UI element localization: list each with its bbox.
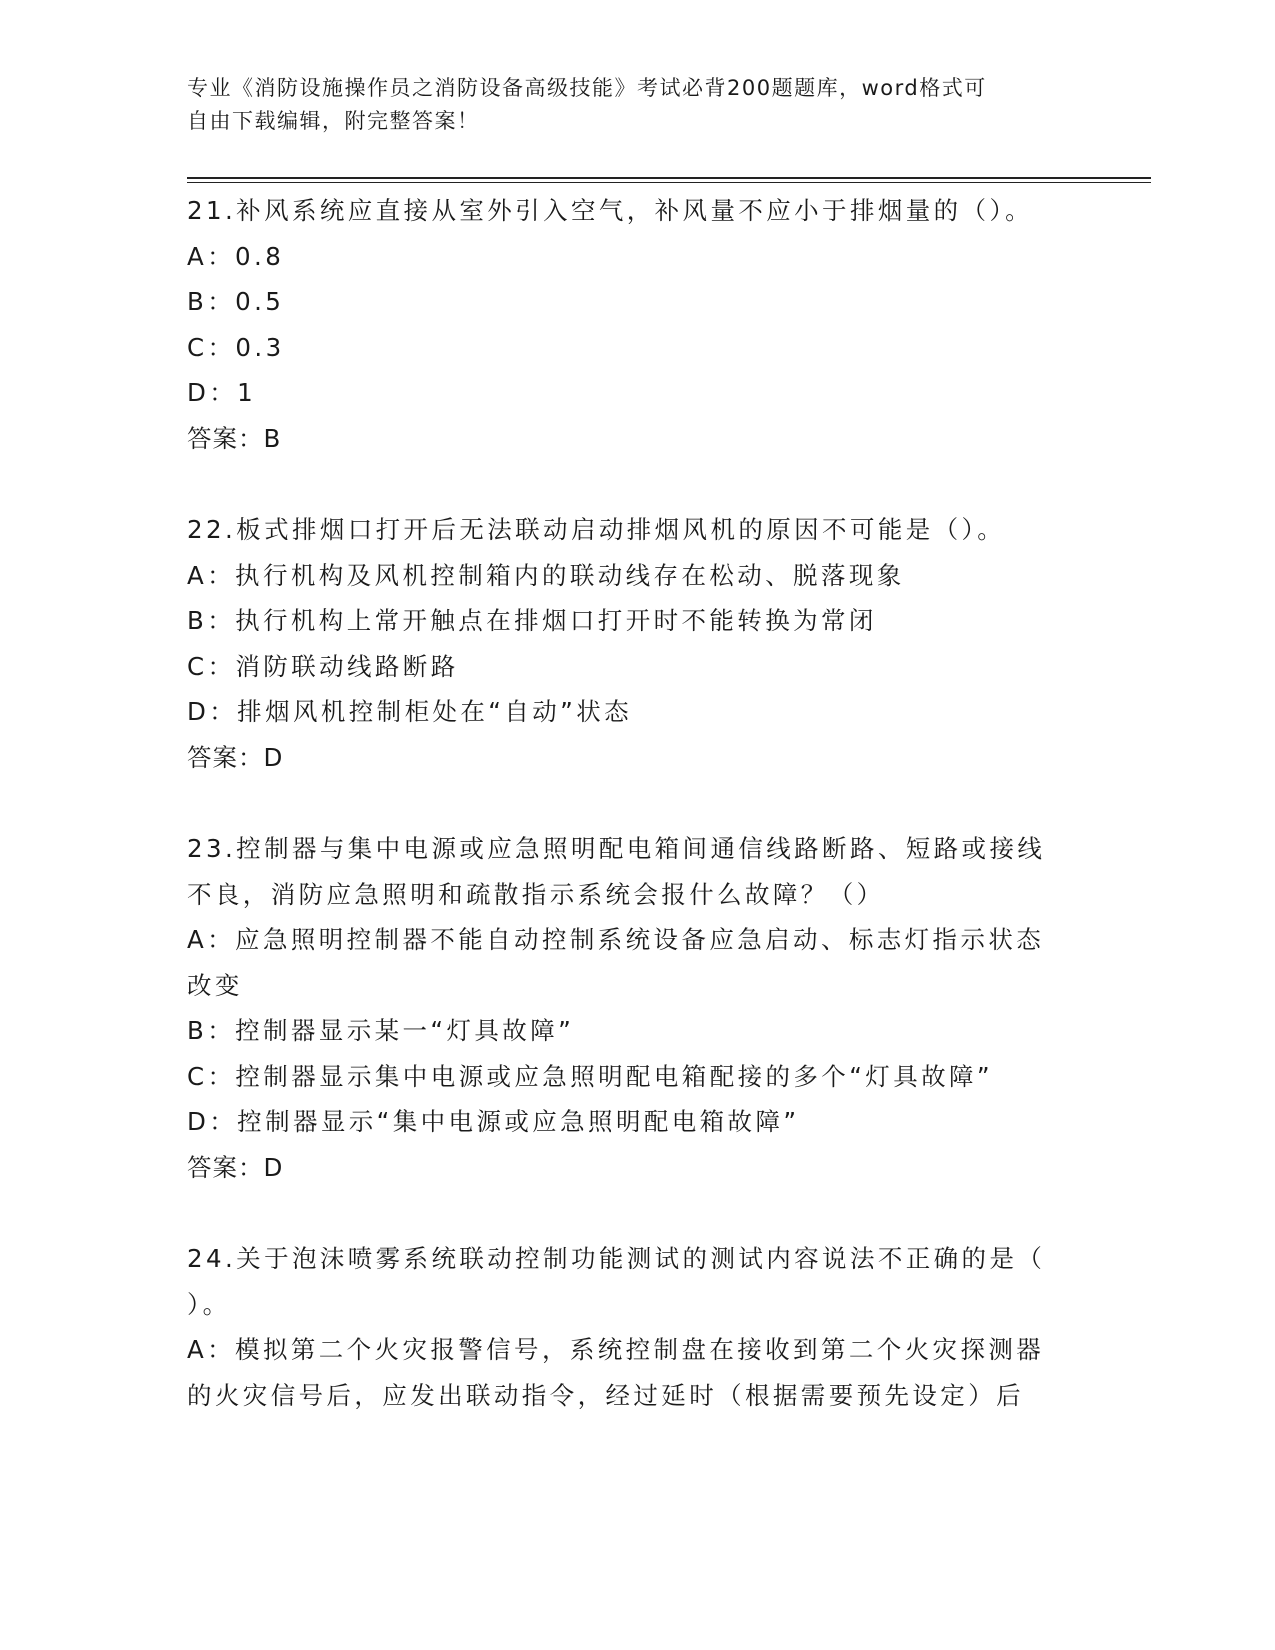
header-rule-thin [187, 182, 1151, 183]
option: C：控制器显示集中电源或应急照明配电箱配接的多个“灯具故障” [187, 1061, 993, 1091]
question-stem: 24.关于泡沫喷雾系统联动控制功能测试的测试内容说法不正确的是（ [187, 1244, 1046, 1273]
option: A：执行机构及风机控制箱内的联动线存在松动、脱落现象 [187, 560, 905, 590]
question-spacer [187, 780, 1067, 826]
answer: 答案：D [187, 742, 284, 772]
option: D：控制器显示“集中电源或应急照明配电箱故障” [187, 1107, 800, 1136]
header-rule-thick [187, 177, 1151, 179]
option: 改变 [187, 970, 243, 1000]
question-21 [187, 188, 1067, 461]
answer: 答案：B [187, 423, 282, 453]
option: B：0.5 [187, 287, 285, 316]
option: C：0.3 [187, 332, 285, 362]
question-stem: 21.补风系统应直接从室外引入空气，补风量不应小于排烟量的（）。 [187, 196, 1034, 225]
question-spacer [187, 1190, 1067, 1236]
option: A：模拟第二个火灾报警信号，系统控制盘在接收到第二个火灾探测器 [187, 1335, 1045, 1364]
question-stem: 22.板式排烟口打开后无法联动启动排烟风机的原因不可能是（）。 [187, 515, 1006, 544]
question-stem: 不良，消防应急照明和疏散指示系统会报什么故障？（） [187, 879, 885, 909]
header-line: 专业《消防设施操作员之消防设备高级技能》考试必背200题题库，word格式可 [187, 76, 987, 100]
option: 的火灾信号后，应发出联动指令，经过延时（根据需要预先设定）后 [187, 1380, 1024, 1410]
option: B：控制器显示某一“灯具故障” [187, 1016, 575, 1045]
option: A：应急照明控制器不能自动控制系统设备应急启动、标志灯指示状态 [187, 925, 1045, 954]
question-list [187, 188, 1067, 1418]
question-spacer [187, 461, 1067, 507]
option: B：执行机构上常开触点在排烟口打开时不能转换为常闭 [187, 606, 877, 635]
question-22 [187, 507, 1067, 780]
option: A：0.8 [187, 241, 285, 271]
question-24 [187, 1236, 1067, 1418]
answer: 答案：D [187, 1152, 284, 1182]
option: D：1 [187, 378, 257, 407]
question-23 [187, 826, 1067, 1190]
question-stem: 23.控制器与集中电源或应急照明配电箱间通信线路断路、短路或接线 [187, 834, 1046, 863]
question-stem: ）。 [187, 1289, 231, 1319]
header-line: 自由下载编辑，附完整答案！ [187, 109, 480, 133]
document-header [187, 72, 1067, 138]
option: C：消防联动线路断路 [187, 651, 459, 681]
option: D：排烟风机控制柜处在“自动”状态 [187, 697, 633, 726]
